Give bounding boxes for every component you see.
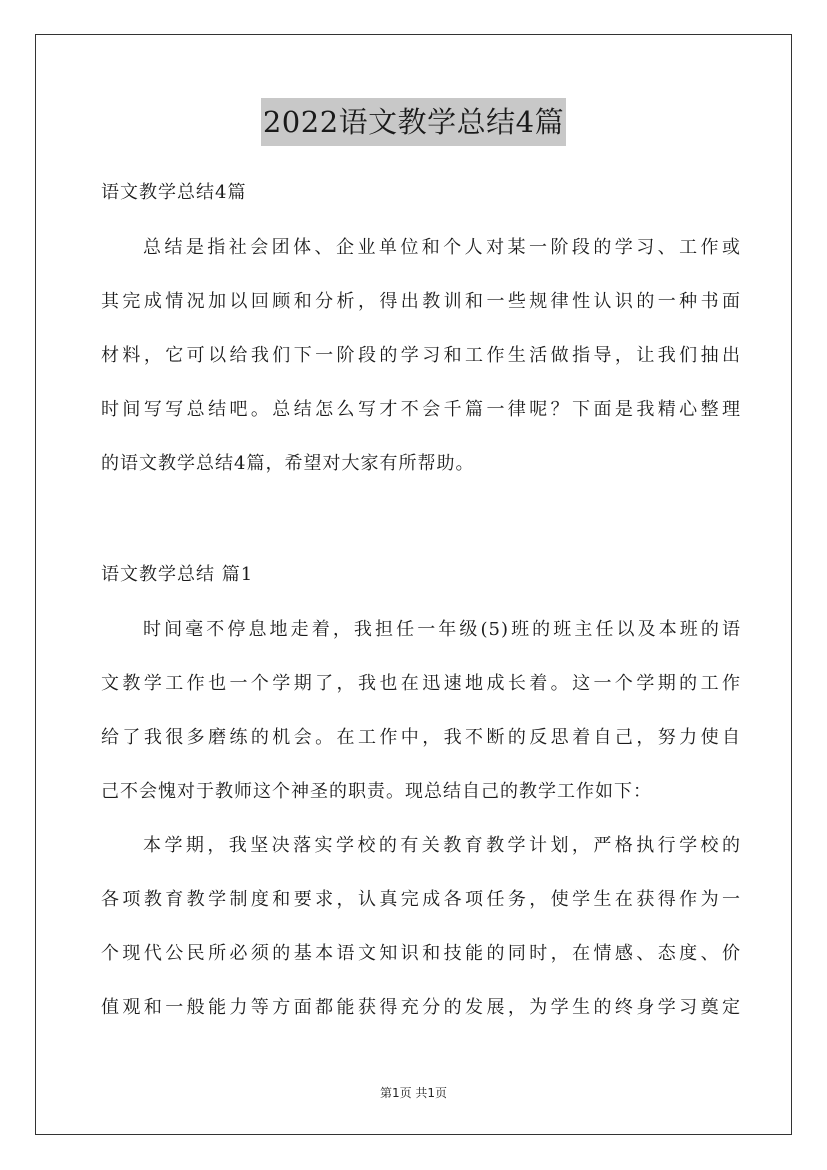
section1-heading: 语文教学总结 篇1 [101, 564, 254, 585]
section1-para2-line-1: 本学期，我坚决落实学校的有关教育教学计划，严格执行学校的 [143, 835, 741, 856]
section1-para2-line-2: 各项教育教学制度和要求，认真完成各项任务，使学生在获得作为一 [101, 889, 741, 910]
section1-para2-line-3: 个现代公民所必须的基本语文知识和技能的同时，在情感、态度、价 [101, 943, 741, 964]
section1-para1-line-3: 给了我很多磨练的机会。在工作中，我不断的反思着自己，努力使自 [101, 727, 741, 748]
intro-line-1: 总结是指社会团体、企业单位和个人对某一阶段的学习、工作或 [143, 237, 741, 258]
document-title [0, 98, 827, 146]
section1-para2-line-4: 值观和一般能力等方面都能获得充分的发展，为学生的终身学习奠定 [101, 997, 741, 1018]
document-title-text: 2022语文教学总结4篇 [261, 98, 566, 146]
section1-para1-line-1: 时间毫不停息地走着，我担任一年级(5)班的班主任以及本班的语 [143, 619, 741, 640]
section1-para1-line-4: 己不会愧对于教师这个神圣的职责。现总结自己的教学工作如下： [101, 781, 652, 802]
intro-line-2: 其完成情况加以回顾和分析，得出教训和一些规律性认识的一种书面 [101, 291, 741, 312]
intro-line-5: 的语文教学总结4篇，希望对大家有所帮助。 [101, 453, 475, 474]
intro-line-4: 时间写写总结吧。总结怎么写才不会千篇一律呢？下面是我精心整理 [101, 399, 741, 420]
section1-para1-line-2: 文教学工作也一个学期了，我也在迅速地成长着。这一个学期的工作 [101, 673, 741, 694]
intro-heading: 语文教学总结4篇 [101, 182, 247, 203]
intro-line-3: 材料，它可以给我们下一阶段的学习和工作生活做指导，让我们抽出 [101, 345, 741, 366]
page-number-footer: 第1页 共1页 [379, 1086, 448, 1100]
